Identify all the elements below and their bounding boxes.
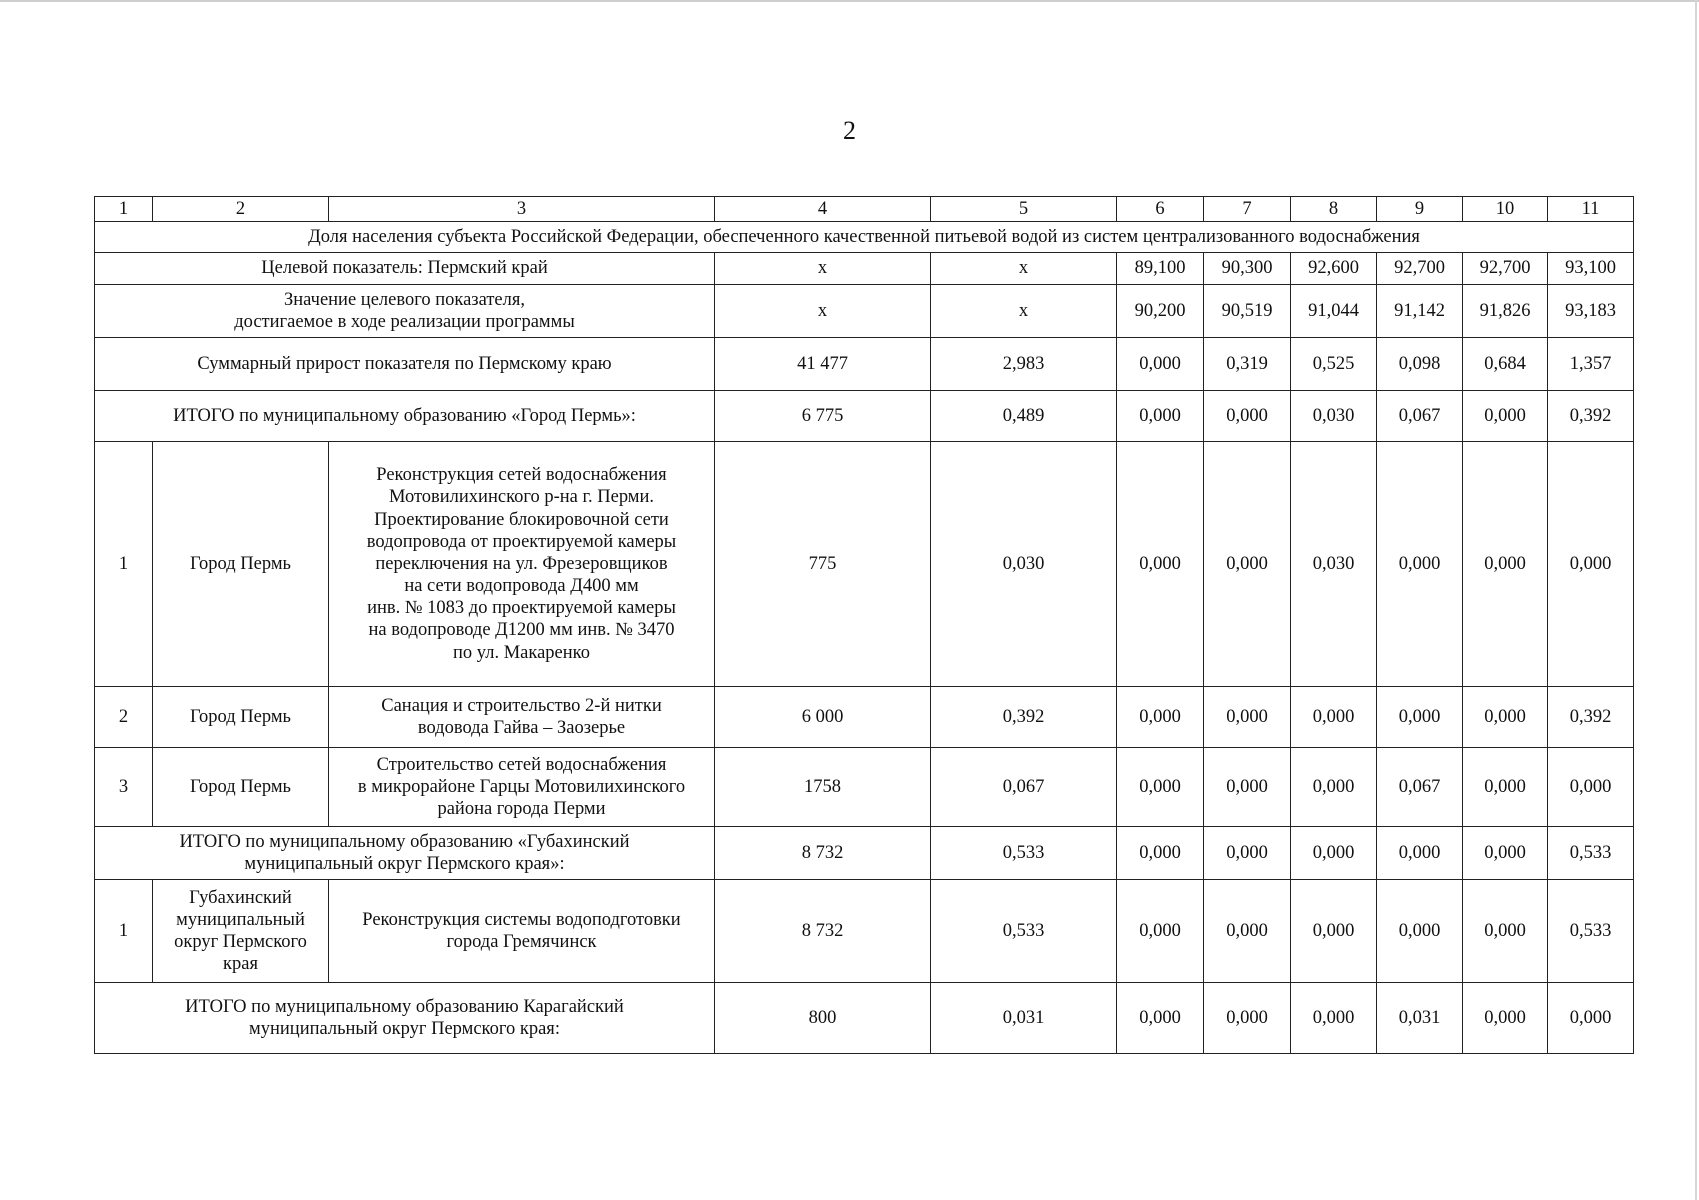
- value-cell: 0,000: [1204, 983, 1291, 1054]
- project-description: Реконструкция сетей водоснабжения Мотовилихинского р-на г. Перми. Проектирование блокировочной сети водопровода от проектируемой камеры переключения на ул. Фрезеровщиков на сети водопровода Д400 мм инв. № 1083 до проектируемой камеры на водопроводе Д1200 мм инв. № 3470 по ул. Макаренко: [329, 442, 715, 687]
- value-cell: 0,000: [1204, 827, 1291, 880]
- row-label: Суммарный прирост показателя по Пермскому краю: [95, 338, 715, 391]
- value-cell: 0,000: [1117, 391, 1204, 442]
- total-row-karagay: [95, 983, 1634, 1054]
- municipality: Губахинский муниципальный округ Пермского края: [153, 880, 329, 983]
- value-cell: 8 732: [715, 880, 931, 983]
- scan-edge-right: [1695, 0, 1697, 1200]
- column-number-row: [95, 197, 1634, 222]
- value-cell: 1758: [715, 748, 931, 827]
- value-cell: 89,100: [1117, 253, 1204, 285]
- value-cell: 800: [715, 983, 931, 1054]
- column-number: 1: [95, 197, 153, 222]
- value-cell: 0,067: [1377, 748, 1463, 827]
- column-number: 9: [1377, 197, 1463, 222]
- value-cell: 0,000: [1117, 748, 1204, 827]
- value-cell: 0,031: [931, 983, 1117, 1054]
- value-cell: 92,700: [1463, 253, 1548, 285]
- value-cell: 0,000: [1117, 338, 1204, 391]
- value-cell: 0,319: [1204, 338, 1291, 391]
- value-cell: 0,030: [931, 442, 1117, 687]
- value-cell: 0,533: [1548, 827, 1634, 880]
- value-cell: 0,000: [1377, 880, 1463, 983]
- value-cell: х: [715, 253, 931, 285]
- row-number: 1: [95, 880, 153, 983]
- value-cell: 0,000: [1377, 687, 1463, 748]
- value-cell: 0,000: [1204, 687, 1291, 748]
- value-cell: 0,000: [1204, 442, 1291, 687]
- value-cell: 0,533: [931, 880, 1117, 983]
- value-cell: 6 775: [715, 391, 931, 442]
- section-title: Доля населения субъекта Российской Федерации, обеспеченного качественной питьевой водой из систем централизованного водоснабжения: [95, 222, 1634, 253]
- summary-increase-row: [95, 338, 1634, 391]
- value-cell: 0,000: [1117, 880, 1204, 983]
- value-cell: 0,000: [1463, 687, 1548, 748]
- project-description: Реконструкция системы водоподготовки города Гремячинск: [329, 880, 715, 983]
- value-cell: 0,000: [1291, 983, 1377, 1054]
- value-cell: 93,100: [1548, 253, 1634, 285]
- value-cell: 93,183: [1548, 285, 1634, 338]
- value-cell: 0,000: [1548, 442, 1634, 687]
- column-number: 3: [329, 197, 715, 222]
- project-row: [95, 748, 1634, 827]
- value-cell: 0,392: [931, 687, 1117, 748]
- column-number: 2: [153, 197, 329, 222]
- value-cell: 0,000: [1463, 983, 1548, 1054]
- project-row: [95, 687, 1634, 748]
- row-label: Значение целевого показателя, достигаемое в ходе реализации программы: [95, 285, 715, 338]
- column-number: 8: [1291, 197, 1377, 222]
- value-cell: 0,000: [1291, 748, 1377, 827]
- value-cell: 90,300: [1204, 253, 1291, 285]
- value-cell: 0,000: [1204, 391, 1291, 442]
- value-cell: х: [931, 285, 1117, 338]
- project-row: [95, 442, 1634, 687]
- row-number: 1: [95, 442, 153, 687]
- value-cell: 90,200: [1117, 285, 1204, 338]
- column-number: 5: [931, 197, 1117, 222]
- section-title-row: [95, 222, 1634, 253]
- value-cell: 0,000: [1291, 880, 1377, 983]
- value-cell: 0,000: [1291, 687, 1377, 748]
- value-cell: 0,392: [1548, 391, 1634, 442]
- total-row-gubakha: [95, 827, 1634, 880]
- municipality: Город Пермь: [153, 687, 329, 748]
- value-cell: 0,000: [1463, 391, 1548, 442]
- value-cell: 0,525: [1291, 338, 1377, 391]
- value-cell: 8 732: [715, 827, 931, 880]
- value-cell: 91,044: [1291, 285, 1377, 338]
- value-cell: 0,000: [1463, 880, 1548, 983]
- value-cell: 0,000: [1117, 687, 1204, 748]
- scan-edge-top: [0, 0, 1699, 2]
- value-cell: 0,030: [1291, 391, 1377, 442]
- value-cell: 91,142: [1377, 285, 1463, 338]
- value-cell: 6 000: [715, 687, 931, 748]
- value-cell: 90,519: [1204, 285, 1291, 338]
- project-description: Строительство сетей водоснабжения в микрорайоне Гарцы Мотовилихинского района города Перми: [329, 748, 715, 827]
- value-cell: 775: [715, 442, 931, 687]
- indicator-table: [94, 196, 1634, 1054]
- value-cell: 41 477: [715, 338, 931, 391]
- column-number: 7: [1204, 197, 1291, 222]
- total-row-perm: [95, 391, 1634, 442]
- value-cell: 0,000: [1377, 827, 1463, 880]
- value-cell: 0,000: [1463, 827, 1548, 880]
- target-indicator-row: [95, 253, 1634, 285]
- project-row: [95, 880, 1634, 983]
- value-cell: 0,489: [931, 391, 1117, 442]
- value-cell: 0,392: [1548, 687, 1634, 748]
- value-cell: 0,030: [1291, 442, 1377, 687]
- value-cell: 92,600: [1291, 253, 1377, 285]
- value-cell: 0,000: [1548, 983, 1634, 1054]
- row-label: ИТОГО по муниципальному образованию «Губахинский муниципальный округ Пермского края»:: [95, 827, 715, 880]
- project-description: Санация и строительство 2-й нитки водовода Гайва – Заозерье: [329, 687, 715, 748]
- value-cell: 0,031: [1377, 983, 1463, 1054]
- value-cell: 0,000: [1204, 880, 1291, 983]
- value-cell: 0,000: [1117, 442, 1204, 687]
- municipality: Город Пермь: [153, 748, 329, 827]
- row-label: Целевой показатель: Пермский край: [95, 253, 715, 285]
- value-cell: 0,000: [1548, 748, 1634, 827]
- row-label: ИТОГО по муниципальному образованию Карагайский муниципальный округ Пермского края:: [95, 983, 715, 1054]
- row-label: ИТОГО по муниципальному образованию «Город Пермь»:: [95, 391, 715, 442]
- value-cell: 1,357: [1548, 338, 1634, 391]
- value-cell: 0,000: [1204, 748, 1291, 827]
- column-number: 11: [1548, 197, 1634, 222]
- row-number: 2: [95, 687, 153, 748]
- value-cell: х: [931, 253, 1117, 285]
- value-cell: 0,533: [1548, 880, 1634, 983]
- value-cell: х: [715, 285, 931, 338]
- value-cell: 0,684: [1463, 338, 1548, 391]
- value-cell: 0,000: [1463, 442, 1548, 687]
- value-cell: 0,000: [1463, 748, 1548, 827]
- value-cell: 0,067: [1377, 391, 1463, 442]
- value-cell: 0,098: [1377, 338, 1463, 391]
- value-cell: 0,000: [1291, 827, 1377, 880]
- column-number: 4: [715, 197, 931, 222]
- achieved-indicator-row: [95, 285, 1634, 338]
- value-cell: 2,983: [931, 338, 1117, 391]
- value-cell: 0,000: [1117, 827, 1204, 880]
- value-cell: 91,826: [1463, 285, 1548, 338]
- column-number: 6: [1117, 197, 1204, 222]
- municipality: Город Пермь: [153, 442, 329, 687]
- row-number: 3: [95, 748, 153, 827]
- value-cell: 0,000: [1377, 442, 1463, 687]
- value-cell: 0,533: [931, 827, 1117, 880]
- value-cell: 0,067: [931, 748, 1117, 827]
- value-cell: 0,000: [1117, 983, 1204, 1054]
- page-number: 2: [843, 116, 856, 145]
- column-number: 10: [1463, 197, 1548, 222]
- value-cell: 92,700: [1377, 253, 1463, 285]
